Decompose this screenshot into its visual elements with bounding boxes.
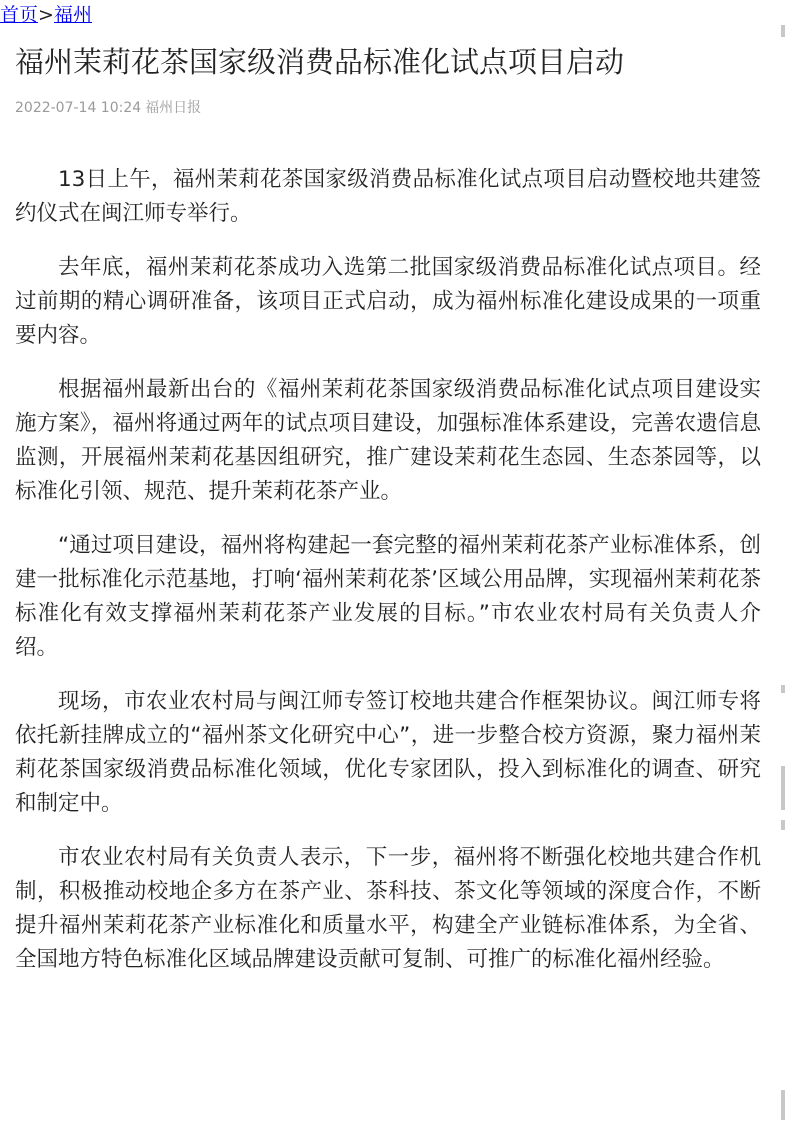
article-source: 福州日报 <box>145 100 202 116</box>
article-body <box>15 163 761 997</box>
breadcrumb-separator: > <box>38 4 54 26</box>
article-paragraph: 现场，市农业农村局与闽江师专签订校地共建合作框架协议。闽江师专将依托新挂牌成立的“福州茶文化研究中心”，进一步整合校方资源，聚力福州茉莉花茶国家级消费品标准化领域，优化专家团队，投入到标准化的调查、研究和制定中。 <box>15 689 761 816</box>
scrollbar-mark <box>781 685 785 693</box>
scrollbar-mark <box>781 25 785 37</box>
article-title: 福州茉莉花茶国家级消费品标准化试点项目启动 <box>15 45 625 79</box>
article-date: 2022-07-14 10:24 <box>15 100 142 116</box>
scrollbar-mark <box>781 820 785 830</box>
article-paragraph: 根据福州最新出台的《福州茉莉花茶国家级消费品标准化试点项目建设实施方案》，福州将通过两年的试点项目建设，加强标准体系建设，完善农遗信息监测，开展福州茉莉花基因组研究，推广建设茉莉花生态园、生态茶园等，以标准化引领、规范、提升茉莉花茶产业。 <box>15 377 761 504</box>
article-paragraph: 去年底，福州茉莉花茶成功入选第二批国家级消费品标准化试点项目。经过前期的精心调研准备，该项目正式启动，成为福州标准化建设成果的一项重要内容。 <box>15 255 761 348</box>
article-meta <box>15 98 201 118</box>
article-paragraph: 市农业农村局有关负责人表示，下一步，福州将不断强化校地共建合作机制，积极推动校地企多方在茶产业、茶科技、茶文化等领域的深度合作，不断提升福州茉莉花茶产业标准化和质量水平，构建全产业链标准体系，为全省、全国地方特色标准化区域品牌建设贡献可复制、可推广的标准化福州经验。 <box>15 845 761 972</box>
article-paragraph: “通过项目建设，福州将构建起一套完整的福州茉莉花茶产业标准体系，创建一批标准化示范基地，打响‘福州茉莉花茶’区域公用品牌，实现福州茉莉花茶标准化有效支撑福州茉莉花茶产业发展的目标。”市农业农村局有关负责人介绍。 <box>15 533 761 660</box>
breadcrumb-city-link[interactable]: 福州 <box>53 4 92 26</box>
breadcrumb-home-link[interactable]: 首页 <box>0 4 39 26</box>
article-paragraph: 13日上午，福州茉莉花茶国家级消费品标准化试点项目启动暨校地共建签约仪式在闽江师专举行。 <box>15 167 761 226</box>
scrollbar-track[interactable] <box>780 0 786 1121</box>
scrollbar-mark <box>781 766 785 810</box>
breadcrumb <box>0 2 92 28</box>
scrollbar-mark <box>781 1090 785 1120</box>
